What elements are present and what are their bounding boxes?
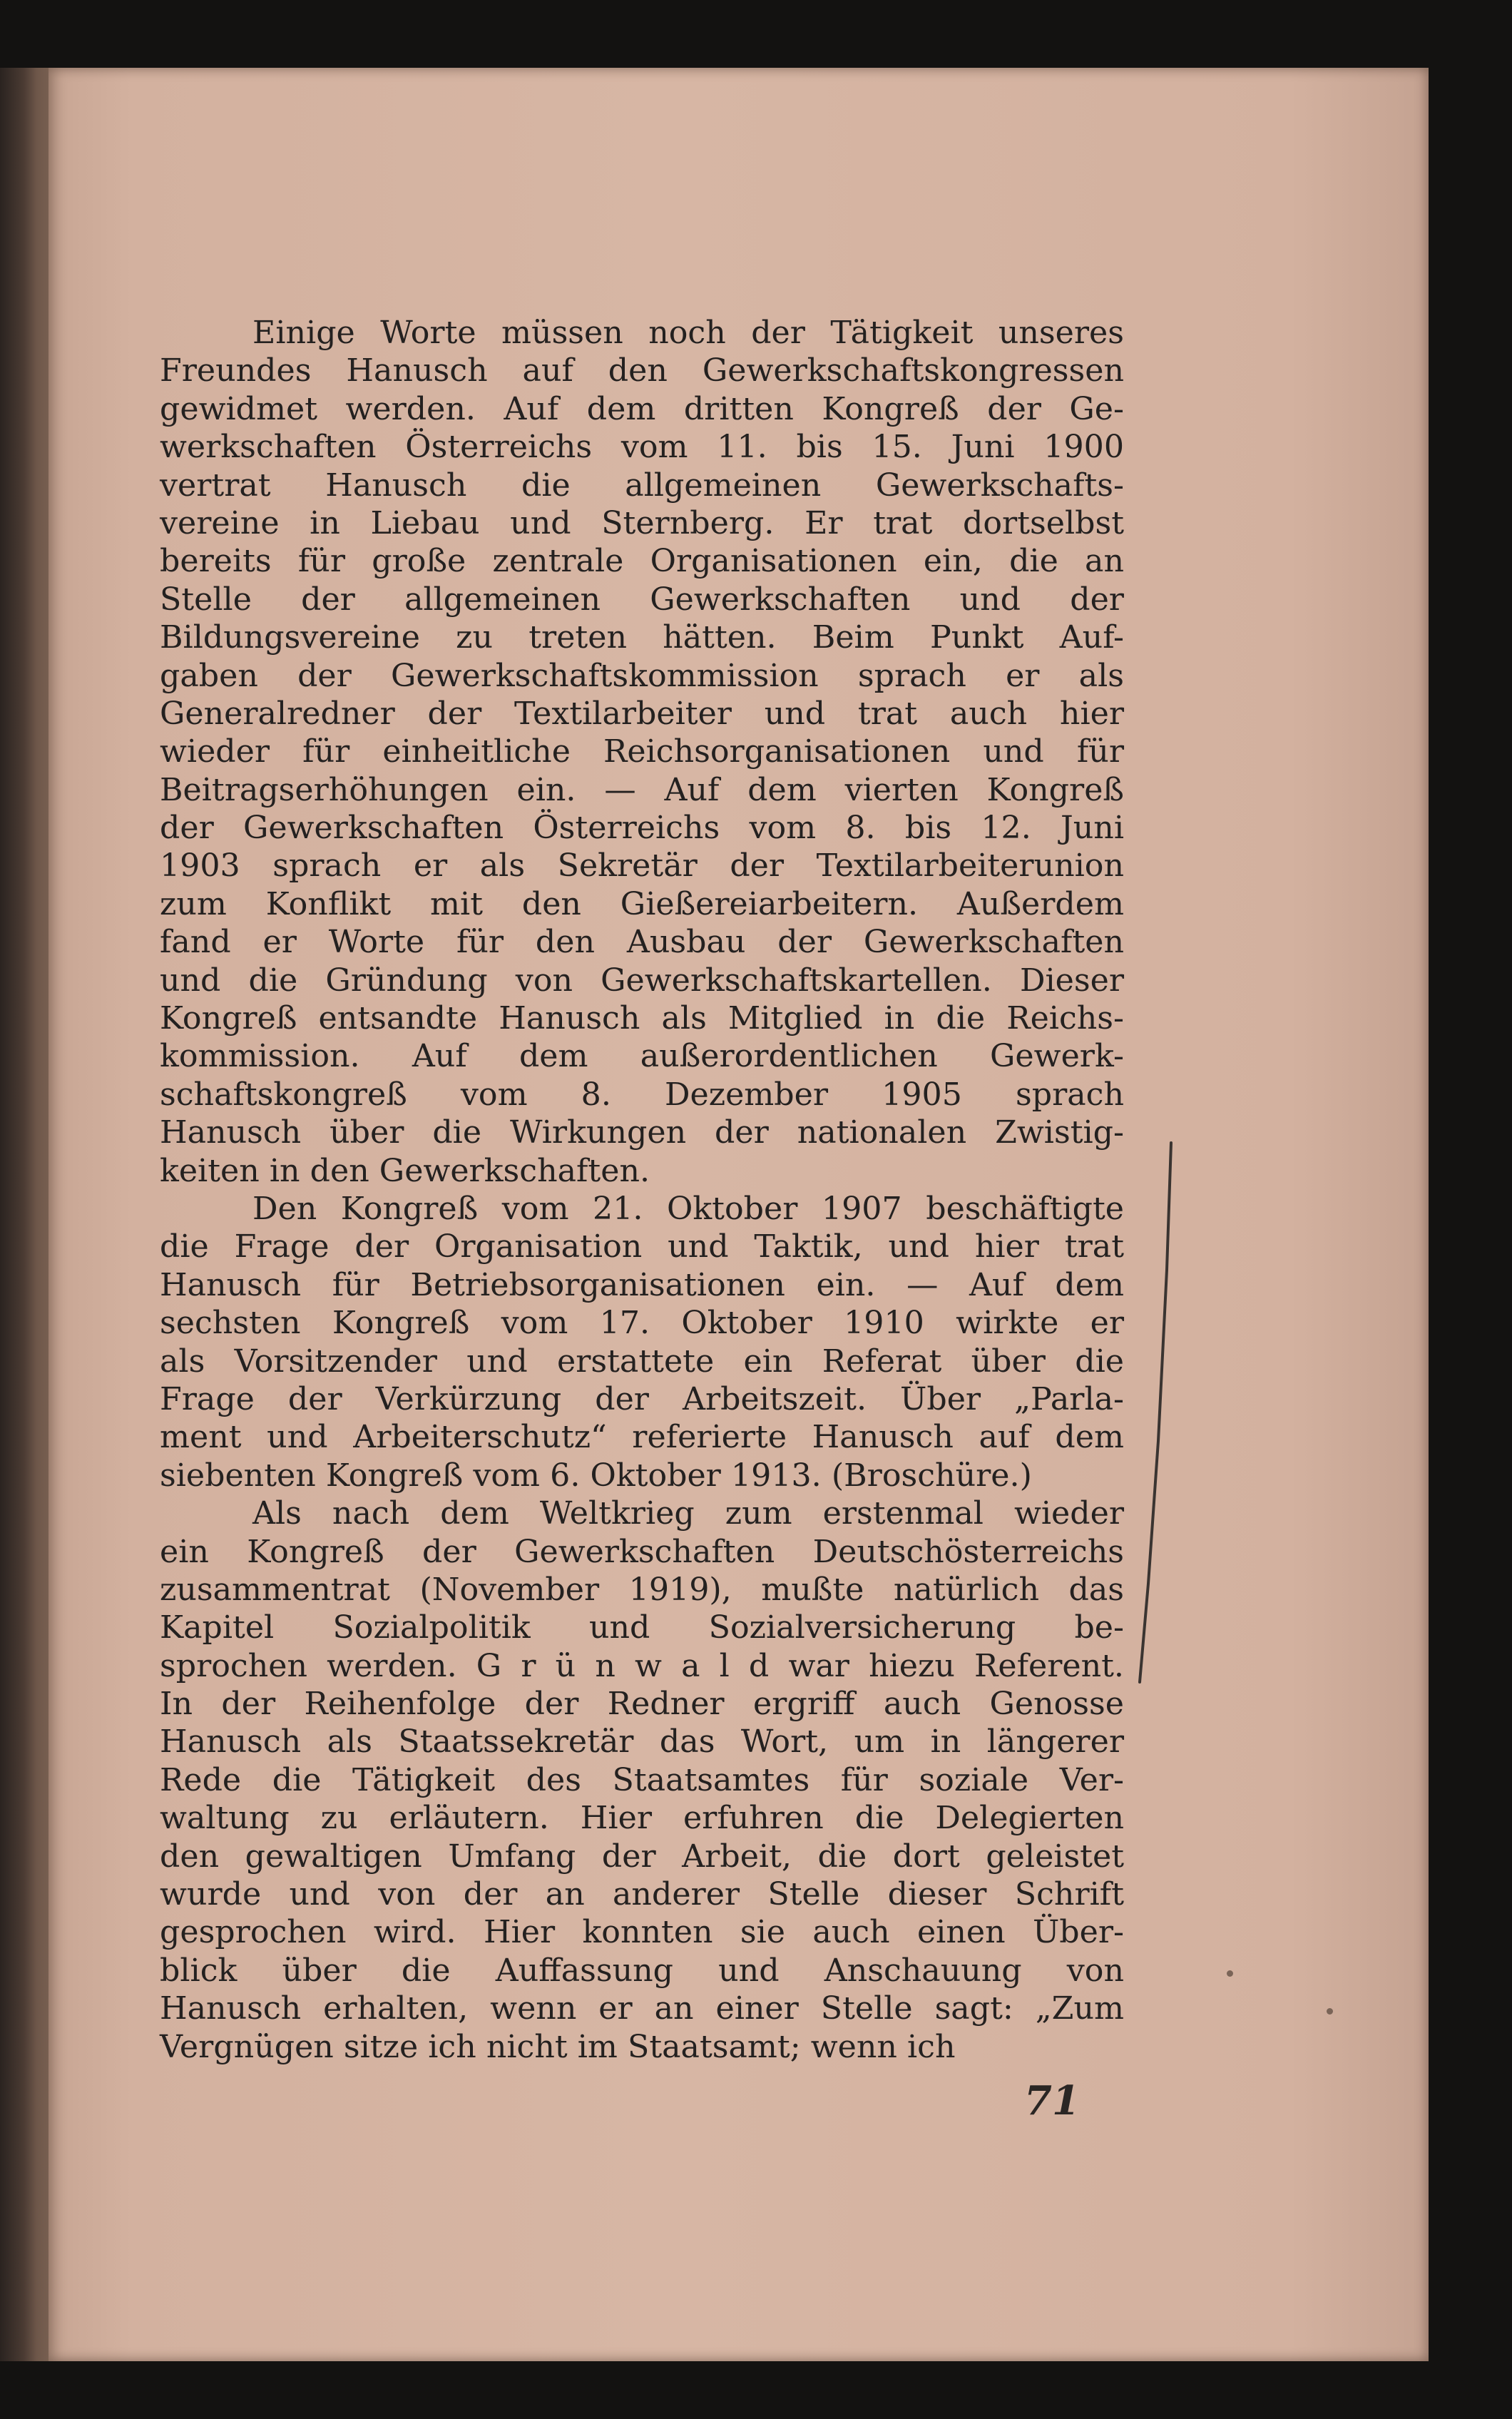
text-line: gesprochen wird. Hier konnten sie auch einen Über- <box>160 1914 1124 1951</box>
text-line: Den Kongreß vom 21. Oktober 1907 beschäftigte <box>252 1190 1124 1227</box>
text-line: In der Reihenfolge der Redner ergriff auch Genosse <box>160 1686 1124 1723</box>
text-line: zum Konflikt mit den Gießereiarbeitern. Außerdem <box>160 885 1124 922</box>
text-line: Einige Worte müssen noch der Tätigkeit unseres <box>252 315 1124 351</box>
text-line: vertrat Hanusch die allgemeinen Gewerkschafts- <box>160 467 1124 504</box>
text-line: kommission. Auf dem außerordentlichen Gewerk- <box>160 1038 1124 1075</box>
text-line: fand er Worte für den Ausbau der Gewerkschaften <box>160 924 1124 961</box>
text-line: Generalredner der Textilarbeiter und trat auch hier <box>160 695 1124 732</box>
text-line: Hanusch über die Wirkungen der nationalen Zwistig- <box>160 1114 1124 1151</box>
text-line: Beitragserhöhungen ein. — Auf dem vierten Kongreß <box>160 771 1124 808</box>
text-line: Kongreß entsandte Hanusch als Mitglied in die Reichs- <box>160 1000 1124 1037</box>
text-line: gewidmet werden. Auf dem dritten Kongreß der Ge- <box>160 390 1124 427</box>
text-line: blick über die Auffassung und Anschauung von <box>160 1952 1124 1989</box>
text-line: Hanusch für Betriebsorganisationen ein. — Auf dem <box>160 1266 1124 1303</box>
text-line: keiten in den Gewerkschaften. <box>160 1152 650 1189</box>
text-line: werkschaften Österreichs vom 11. bis 15. Juni 1900 <box>160 429 1124 466</box>
text-line: siebenten Kongreß vom 6. Oktober 1913. (Broschüre.) <box>160 1457 1032 1494</box>
text-line: Rede die Tätigkeit des Staatsamtes für soziale Ver- <box>160 1761 1124 1798</box>
text-line: Stelle der allgemeinen Gewerkschaften und der <box>160 581 1124 618</box>
body-text <box>160 314 1124 2066</box>
text-line: ein Kongreß der Gewerkschaften Deutschösterreichs <box>160 1533 1124 1570</box>
text-line: ment und Arbeiterschutz“ referierte Hanusch auf dem <box>160 1419 1124 1456</box>
text-line: Frage der Verkürzung der Arbeitszeit. Über „Parla- <box>160 1380 1124 1417</box>
text-line: als Vorsitzender und erstattete ein Referat über die <box>160 1343 1124 1380</box>
text-line: zusammentrat (November 1919), mußte natürlich das <box>160 1571 1124 1608</box>
page-number: 71 <box>1024 2077 1080 2124</box>
text-line: Hanusch als Staatssekretär das Wort, um in längerer <box>160 1723 1124 1761</box>
paragraph-3 <box>160 1494 1124 2066</box>
text-line: Kapitel Sozialpolitik und Sozialversicherung be- <box>160 1609 1124 1646</box>
text-line: Vergnügen sitze ich nicht im Staatsamt; wenn ich <box>160 2028 956 2065</box>
text-line: sechsten Kongreß vom 17. Oktober 1910 wirkte er <box>160 1305 1124 1342</box>
paragraph-2 <box>160 1190 1124 1494</box>
text-line: waltung zu erläutern. Hier erfuhren die Delegierten <box>160 1800 1124 1837</box>
text-line: vereine in Liebau und Sternberg. Er trat dortselbst <box>160 504 1124 541</box>
text-line: 1903 sprach er als Sekretär der Textilarbeiterunion <box>160 847 1124 885</box>
pencil-margin-mark <box>1127 1141 1184 1684</box>
text-line: bereits für große zentrale Organisationen ein, die an <box>160 543 1124 580</box>
paper-speck <box>1227 1970 1233 1977</box>
text-line: den gewaltigen Umfang der Arbeit, die dort geleistet <box>160 1838 1124 1875</box>
text-line: wurde und von der an anderer Stelle dieser Schrift <box>160 1876 1124 1913</box>
paragraph-1 <box>160 314 1124 1190</box>
paper-speck <box>1327 2008 1333 2015</box>
text-line: wieder für einheitliche Reichsorganisationen und für <box>160 733 1124 770</box>
text-line: die Frage der Organisation und Taktik, und hier trat <box>160 1228 1124 1265</box>
text-line: gaben der Gewerkschaftskommission sprach er als <box>160 657 1124 694</box>
text-line: sprochen werden. G r ü n w a l d war hiezu Referent. <box>160 1647 1124 1684</box>
text-line: und die Gründung von Gewerkschaftskartellen. Dieser <box>160 962 1124 999</box>
text-line: Als nach dem Weltkrieg zum erstenmal wieder <box>252 1495 1124 1532</box>
text-line: schaftskongreß vom 8. Dezember 1905 sprach <box>160 1076 1124 1113</box>
text-line: der Gewerkschaften Österreichs vom 8. bis 12. Juni <box>160 810 1124 847</box>
book-spine-edge <box>0 68 53 2361</box>
text-line: Bildungsvereine zu treten hätten. Beim Punkt Auf- <box>160 619 1124 656</box>
text-line: Freundes Hanusch auf den Gewerkschaftskongressen <box>160 352 1124 389</box>
text-line: Hanusch erhalten, wenn er an einer Stelle sagt: „Zum <box>160 1990 1124 2027</box>
